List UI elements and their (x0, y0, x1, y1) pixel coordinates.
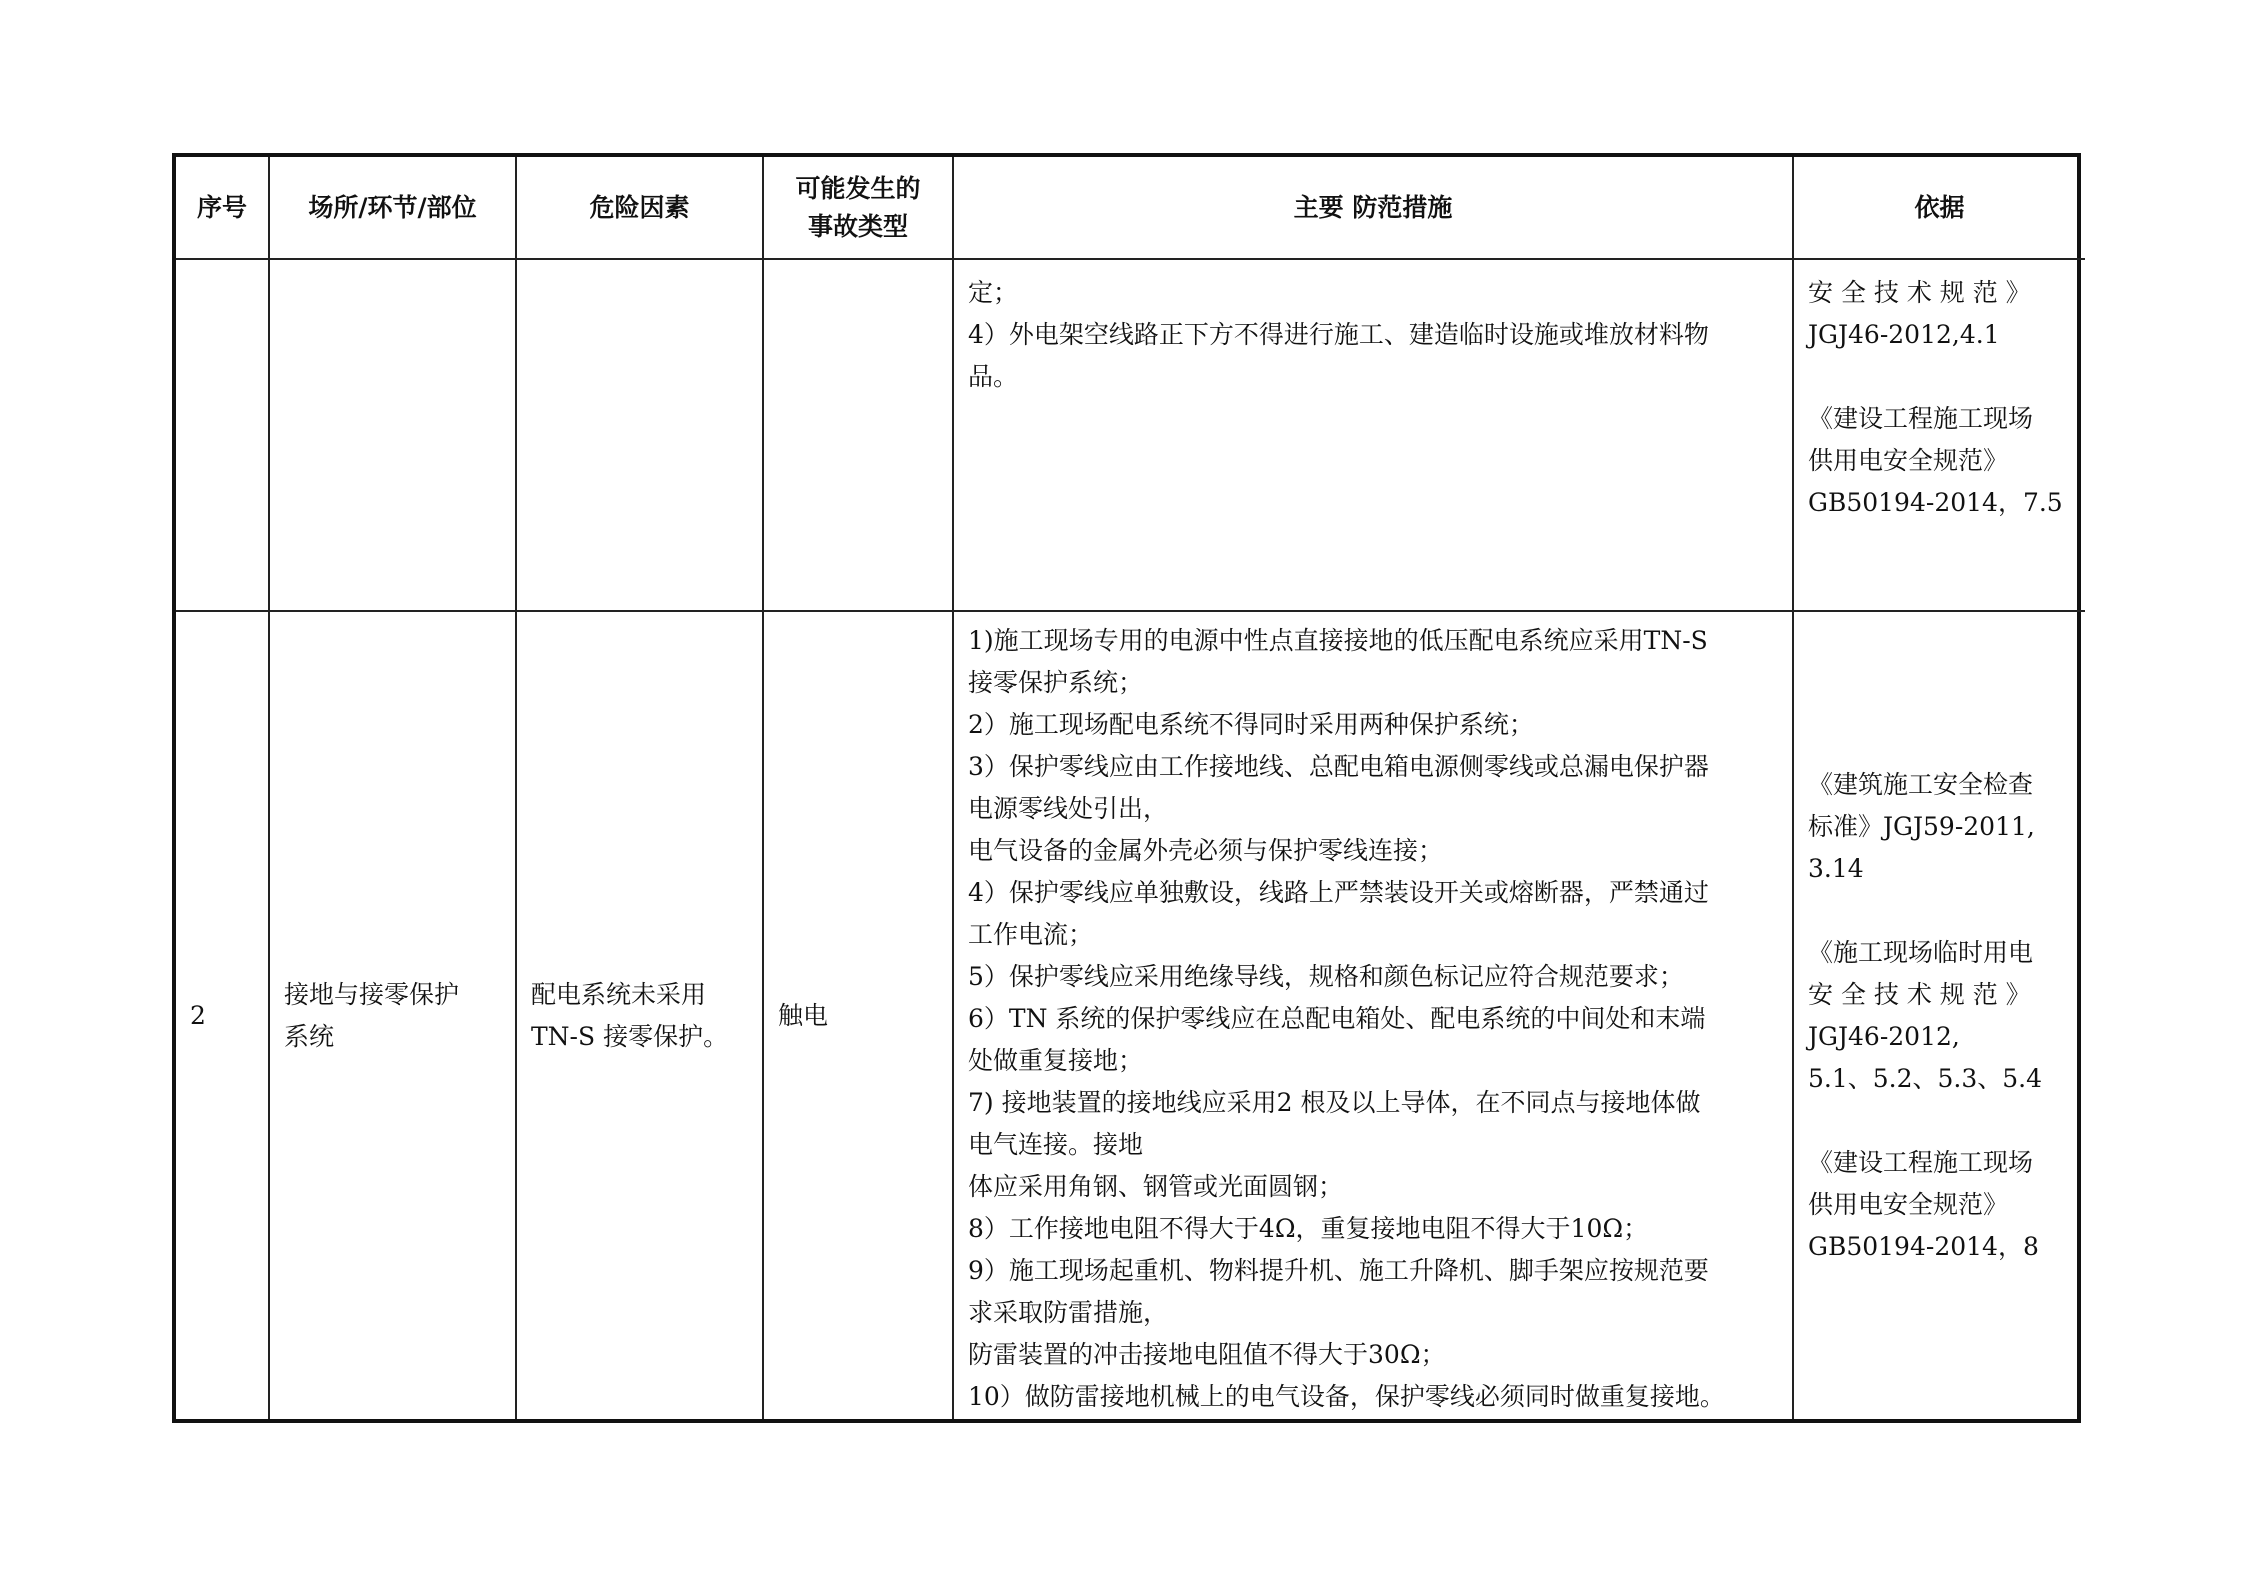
row1-basis-cell (1793, 259, 2085, 611)
basis-line: 供用电安全规范》 (1808, 1189, 2009, 1219)
measure-line: 5）保护零线应采用绝缘导线，规格和颜色标记应符合规范要求； (968, 962, 1684, 991)
measure-line: 处做重复接地； (968, 1046, 1144, 1075)
measure-line: 4）外电架空线路正下方不得进行施工、建造临时设施或堆放材料物 (968, 320, 1709, 349)
table-row (176, 611, 2085, 1419)
measure-line: 防雷装置的冲击接地电阻值不得大于30Ω； (968, 1340, 1446, 1369)
basis-line: 安 全 技 术 规 范 》 (1808, 979, 2031, 1009)
hazard-line-2: TN-S 接零保护。 (531, 1021, 729, 1051)
row2-basis-cell (1793, 611, 2085, 1419)
basis-line: GB50194-2014，7.5 (1808, 488, 2063, 517)
measure-line: 接零保护系统； (968, 668, 1144, 697)
measure-line: 求采取防雷措施， (968, 1298, 1169, 1327)
header-basis: 依据 (1793, 157, 2085, 259)
safety-measures-table-frame (172, 153, 2081, 1423)
header-hazard: 危险因素 (516, 157, 763, 259)
measure-line: 1)施工现场专用的电源中性点直接接地的低压配电系统应采用TN-S (968, 626, 1708, 655)
row2-hazard-cell (516, 611, 763, 1419)
measure-line: 6）TN 系统的保护零线应在总配电箱处、配电系统的中间处和末端 (968, 1004, 1706, 1033)
measure-line: 电气设备的金属外壳必须与保护零线连接； (968, 836, 1444, 865)
measure-line: 电气连接。接地 (968, 1130, 1144, 1159)
row1-hazard-cell (516, 259, 763, 611)
basis-line: GB50194-2014，8 (1808, 1231, 2039, 1261)
measure-line: 品。 (968, 362, 1019, 391)
measure-line: 定； (968, 278, 1019, 307)
basis-reference (1808, 272, 2071, 356)
measure-line: 10）做防雷接地机械上的电气设备，保护零线必须同时做重复接地。 (968, 1382, 1725, 1411)
row2-accident-cell (763, 611, 953, 1419)
row2-seq: 2 (190, 1000, 206, 1030)
row2-location-cell (269, 611, 516, 1419)
basis-line: 《建设工程施工现场 (1808, 404, 2034, 433)
location-line-2: 系统 (284, 1021, 335, 1051)
header-location: 场所/环节/部位 (269, 157, 516, 259)
basis-reference (1808, 764, 2071, 890)
row1-seq-cell (176, 259, 269, 611)
table-row (176, 259, 2085, 611)
measure-line: 3）保护零线应由工作接地线、总配电箱电源侧零线或总漏电保护器 (968, 752, 1709, 781)
measure-line: 2）施工现场配电系统不得同时采用两种保护系统； (968, 710, 1534, 739)
table-header-row (176, 157, 2085, 259)
basis-reference (1808, 398, 2071, 524)
basis-line: 3.14 (1808, 853, 1864, 883)
hazard-line-1: 配电系统未采用 (531, 979, 707, 1009)
basis-reference (1808, 1142, 2071, 1268)
row1-location-cell (269, 259, 516, 611)
basis-line: 安 全 技 术 规 范 》 (1808, 278, 2031, 307)
measure-line: 电源零线处引出， (968, 794, 1169, 823)
basis-line: 《施工现场临时用电 (1808, 937, 2034, 967)
row2-measures-cell (953, 611, 1793, 1419)
header-accident-type (763, 157, 953, 259)
basis-line: 供用电安全规范》 (1808, 446, 2009, 475)
basis-line: 5.1、5.2、5.3、5.4 (1808, 1063, 2043, 1093)
row2-seq-cell (176, 611, 269, 1419)
basis-line: 《建筑施工安全检查 (1808, 769, 2034, 799)
basis-line: JGJ46-2012,4.1 (1808, 320, 2000, 349)
basis-line: 《建设工程施工现场 (1808, 1147, 2034, 1177)
measure-line: 工作电流； (968, 920, 1094, 949)
measure-line: 体应采用角钢、钢管或光面圆钢； (968, 1172, 1344, 1201)
row1-measures-cell (953, 259, 1793, 611)
header-accident-line-2: 事故类型 (807, 211, 908, 241)
measure-line: 4）保护零线应单独敷设，线路上严禁装设开关或熔断器，严禁通过 (968, 878, 1709, 907)
header-accident-line-1: 可能发生的 (795, 173, 921, 203)
measure-line: 7) 接地装置的接地线应采用2 根及以上导体，在不同点与接地体做 (968, 1088, 1701, 1117)
header-measures: 主要 防范措施 (953, 157, 1793, 259)
header-seq: 序号 (176, 157, 269, 259)
basis-line: JGJ46-2012, (1808, 1021, 1960, 1051)
basis-line: 标准》JGJ59-2011, (1808, 811, 2035, 841)
row1-accident-cell (763, 259, 953, 611)
measure-line: 9）施工现场起重机、物料提升机、施工升降机、脚手架应按规范要 (968, 1256, 1709, 1285)
accident-type: 触电 (778, 1000, 829, 1030)
basis-reference (1808, 932, 2071, 1100)
measure-line: 8）工作接地电阻不得大于4Ω，重复接地电阻不得大于10Ω； (968, 1214, 1649, 1243)
location-line-1: 接地与接零保护 (284, 979, 460, 1009)
safety-measures-table (176, 157, 2085, 1419)
